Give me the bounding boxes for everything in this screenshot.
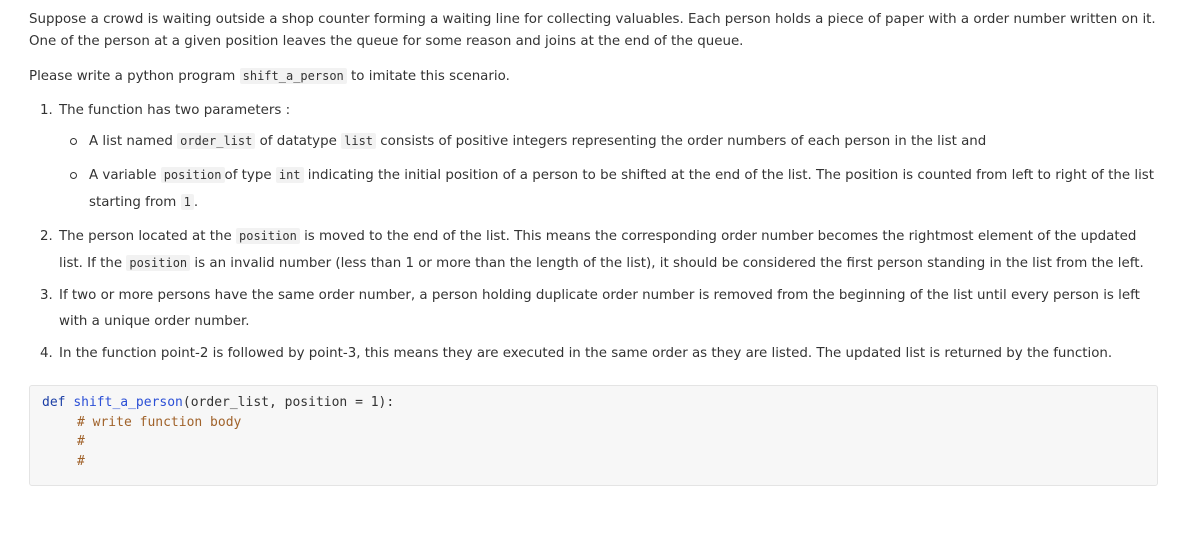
- prompt-text-after: to imitate this scenario.: [351, 69, 510, 84]
- inline-code: position: [161, 167, 225, 183]
- requirement-item-3: 3. If two or more persons have the same order number, a person holding duplicate order number is removed from the beginning of the list until every person is left with a unique order number.: [57, 283, 1164, 335]
- inline-code-function-name: shift_a_person: [240, 68, 347, 84]
- bullet-icon: [70, 138, 77, 145]
- inline-code: position: [236, 228, 300, 244]
- problem-statement: [29, 9, 1164, 486]
- inline-code: order_list: [177, 133, 255, 149]
- inline-code: list: [341, 133, 376, 149]
- prompt-text-before: Please write a python program: [29, 69, 236, 84]
- inline-code: int: [276, 167, 304, 183]
- requirement-item-2: 2. The person located at the position is moved to the end of the list. This means the corresponding order number becomes the rightmost element of the updated list. If the position is an invalid number (less than 1 or more than the length of the list), it should be considered the first person standing in the list from the left.: [57, 223, 1164, 277]
- parameter-list: [59, 128, 1164, 216]
- inline-code: 1: [181, 194, 194, 210]
- requirement-1-text: The function has two parameters :: [59, 103, 291, 118]
- code-signature: (order_list, position = 1):: [182, 395, 395, 410]
- requirements-list: [29, 98, 1164, 367]
- intro-paragraph: Suppose a crowd is waiting outside a shop counter forming a waiting line for collecting valuables. Each person holds a piece of paper with a order number written on it. One of the person at a given position leaves the queue for some reason and joins at the end of the queue.: [29, 12, 1156, 49]
- code-comment: #: [77, 453, 85, 469]
- prompt-paragraph: [29, 65, 1164, 88]
- code-block: [29, 385, 1158, 486]
- requirement-item-4: 4. In the function point-2 is followed by point-3, this means they are executed in the same order as they are listed. The updated list is returned by the function.: [57, 341, 1164, 367]
- code-comment: # write function body: [77, 414, 242, 430]
- bullet-icon: [70, 172, 77, 179]
- parameter-item-order-list: A list named order_list of datatype list consists of positive integers representing the order numbers of each person in the list and: [89, 128, 1164, 155]
- parameter-item-position: A variable position of type int indicating the initial position of a person to be shifted at the end of the list. The position is counted from left to right of the list starting from 1 .: [89, 162, 1164, 216]
- code-comment: #: [77, 434, 85, 449]
- inline-code: position: [126, 255, 190, 271]
- code-keyword: def: [42, 395, 66, 410]
- code-function-name: shift_a_person: [73, 395, 183, 410]
- requirement-item-1: [57, 98, 1164, 216]
